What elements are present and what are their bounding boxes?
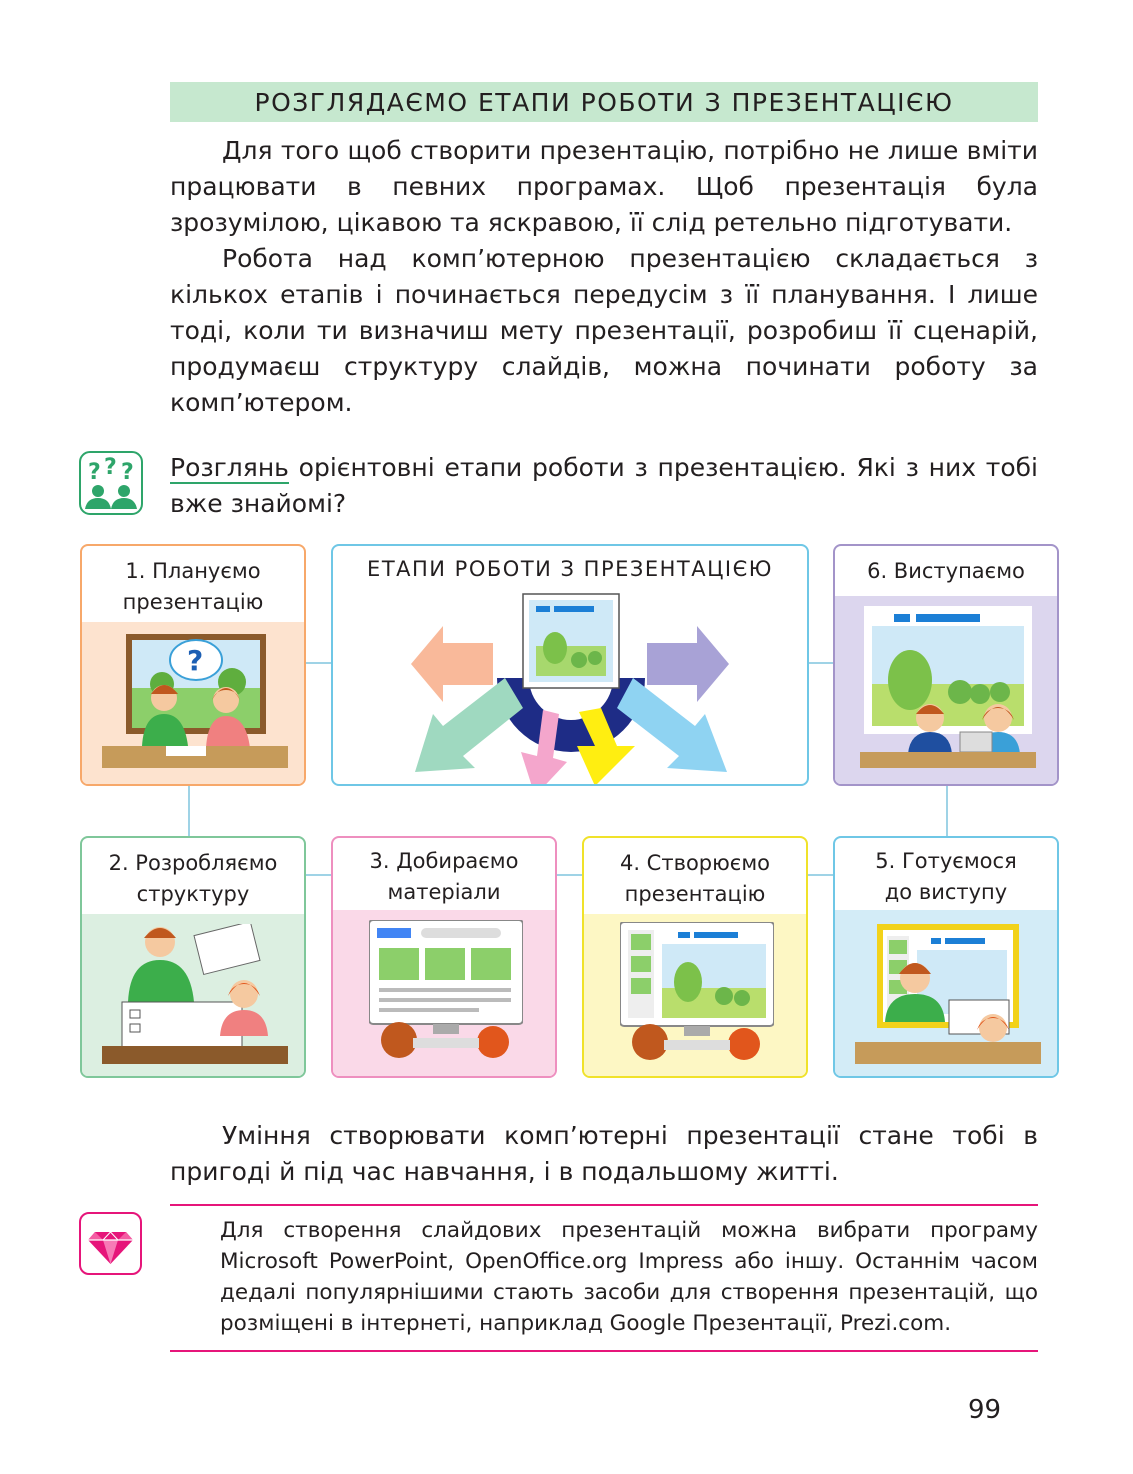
connector-1-2 [188, 784, 190, 837]
svg-text:?: ? [88, 460, 101, 485]
note-bottom-rule [170, 1350, 1038, 1352]
stage-card-4 [582, 836, 808, 1078]
stage-1-line1: 1. Плануємо [125, 559, 261, 583]
discussion-icon [79, 451, 143, 515]
materials-illustration [369, 920, 523, 1068]
connector-4-5 [807, 874, 834, 876]
stage-5-line2: до виступу [884, 880, 1008, 904]
arrow-left [411, 626, 493, 702]
connector-2-3 [305, 874, 332, 876]
stage-3-line2: матеріали [387, 880, 501, 904]
stage-2-line2: структуру [136, 882, 250, 906]
stage-4-line1: 4. Створюємо [619, 851, 771, 875]
stage-card-6 [833, 544, 1059, 786]
page-number: 99 [968, 1395, 1002, 1425]
note-top-rule [170, 1204, 1038, 1206]
task-body: орієнтовні етапи роботи з презентацією. Які з них тобі вже знайомі? [170, 453, 1038, 518]
stage-1-line2: презентацію [122, 590, 264, 614]
stage-card-5 [833, 836, 1059, 1078]
note-text: Для створення слайдових презентацій можна вибрати програму Microsoft PowerPoint, OpenOffice.org Impress або іншу. Останнім часом дедалі популярнішими стають засоби для створення презентацій, що розміщені в інтернеті, наприклад Google Презентації, Prezi.com. [220, 1218, 1038, 1336]
connector-center-6 [807, 662, 834, 664]
preparing-illustration [855, 924, 1041, 1068]
presenting-illustration [860, 606, 1036, 772]
svg-text:?: ? [104, 455, 117, 480]
arrow-down-right [617, 678, 727, 772]
stage-5-line1: 5. Готуємося [875, 849, 1017, 873]
stage-2-line1: 2. Розробляємо [108, 851, 278, 875]
connector-6-5 [946, 784, 948, 837]
planning-illustration [102, 634, 288, 774]
connector-1-center [305, 662, 332, 664]
center-card [331, 544, 809, 786]
closing-paragraph: Уміння створювати комп’ютерні презентації стане тобі в пригоді й під час навчання, і в подальшому житті. [170, 1121, 1038, 1186]
stage-4-line2: презентацію [624, 882, 766, 906]
stages-arrows-illustration [333, 586, 807, 786]
svg-text:?: ? [187, 644, 204, 677]
stage-card-1 [80, 544, 306, 786]
task-text [170, 450, 1038, 522]
svg-text:?: ? [121, 460, 134, 485]
stage-3-line1: 3. Добираємо [369, 849, 519, 873]
section-title: РОЗГЛЯДАЄМО ЕТАПИ РОБОТИ З ПРЕЗЕНТАЦІЄЮ [170, 82, 1038, 122]
structure-illustration [102, 924, 288, 1066]
stage-6-title: 6. Виступаємо [867, 559, 1025, 583]
connector-3-4 [556, 874, 583, 876]
task-verb: Розглянь [170, 453, 289, 482]
creating-illustration [620, 922, 774, 1068]
stage-card-2 [80, 836, 306, 1078]
intro-paragraph-1: Для того щоб створити презентацію, потрібно не лише вміти працювати в певних програмах. Щоб презентація була зрозумілою, цікавою та яскравою, її слід ретельно підготувати. [170, 136, 1038, 237]
arrow-right [647, 626, 729, 702]
intro-paragraph-2: Робота над комп’ютерною презентацією складається з кількох етапів і починається передусім з її планування. І лише тоді, коли ти визначиш мету презентації, розробиш її сценарій, продумаєш структуру слайдів, можна починати роботу за комп’ютером. [170, 244, 1038, 417]
arrow-down-left [415, 678, 523, 772]
stage-card-3 [331, 836, 557, 1078]
diamond-icon [79, 1212, 142, 1275]
center-title: ЕТАПИ РОБОТИ З ПРЕЗЕНТАЦІЄЮ [367, 557, 773, 581]
